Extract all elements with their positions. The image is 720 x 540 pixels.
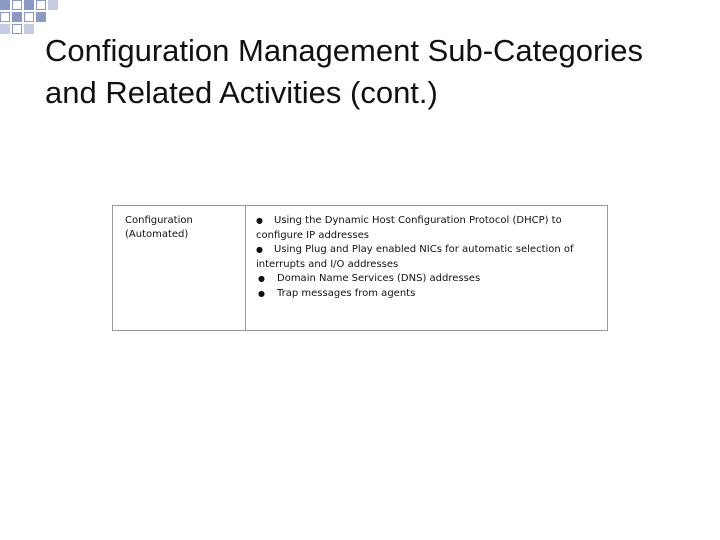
deco-square: [0, 0, 10, 10]
deco-square: [36, 0, 46, 10]
deco-square: [48, 0, 58, 10]
deco-square: [24, 24, 34, 34]
list-item: [256, 287, 599, 302]
deco-square: [24, 0, 34, 10]
category-label: Configuration (Automated): [113, 206, 246, 330]
deco-square: [24, 12, 34, 22]
deco-square: [36, 12, 46, 22]
list-item-text: Trap messages from agents: [277, 287, 416, 299]
list-item: [256, 272, 599, 287]
bullet-icon: ●: [258, 274, 265, 283]
slide-title: Configuration Management Sub-Categories and Related Activities (cont.): [45, 33, 643, 110]
deco-square: [0, 12, 10, 22]
list-item: [256, 243, 599, 272]
list-item-text: Using Plug and Play enabled NICs for automatic selection of interrupts and I/O addresses: [256, 244, 574, 270]
list-item-text: Domain Name Services (DNS) addresses: [277, 273, 481, 284]
bullet-icon: ●: [256, 245, 263, 254]
deco-square: [12, 0, 22, 10]
deco-square: [12, 12, 22, 22]
list-item: [256, 214, 599, 243]
content-table: [112, 205, 608, 331]
activities-list: [256, 214, 599, 301]
bullet-icon: ●: [258, 288, 265, 298]
deco-square: [12, 24, 22, 34]
activities-cell: [246, 206, 607, 330]
deco-square: [0, 24, 10, 34]
bullet-icon: ●: [256, 216, 263, 225]
list-item-text: Using the Dynamic Host Configuration Protocol (DHCP) to configure IP addresses: [256, 215, 562, 241]
